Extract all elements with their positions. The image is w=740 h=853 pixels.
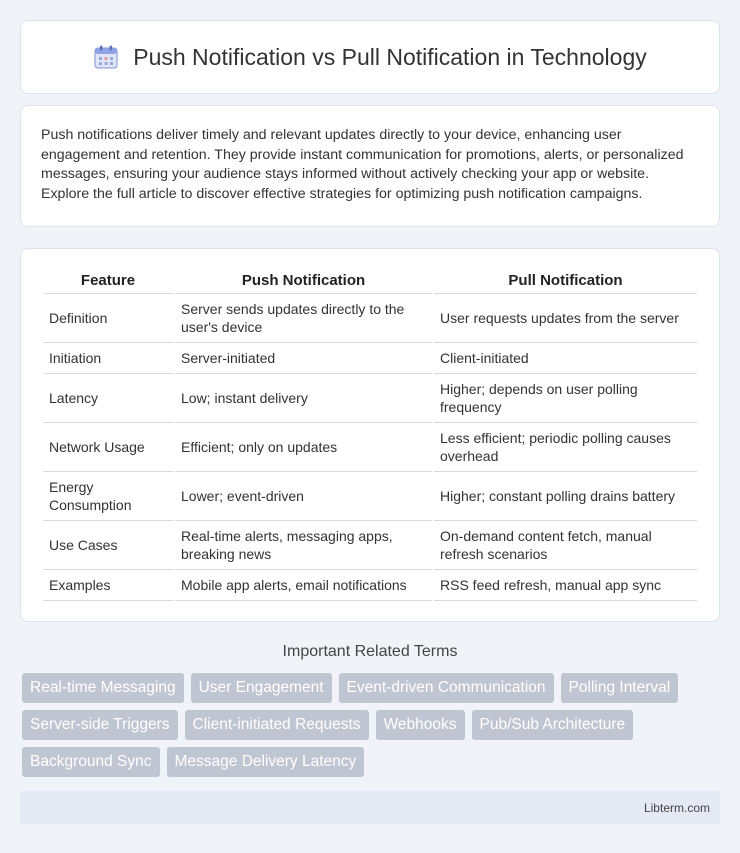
column-header: Push Notification	[175, 269, 432, 294]
intro-card	[20, 105, 720, 227]
table-cell: Definition	[43, 294, 173, 343]
page-title: Push Notification vs Pull Notification in Technology	[133, 43, 647, 70]
table-cell: Less efficient; periodic polling causes overhead	[434, 423, 697, 472]
table-cell: Examples	[43, 570, 173, 601]
related-terms-list	[22, 673, 718, 777]
footer-site-link[interactable]: Libterm.com	[643, 800, 710, 815]
related-term-tag[interactable]: Client-initiated Requests	[185, 710, 369, 740]
table-cell: On-demand content fetch, manual refresh scenarios	[434, 521, 697, 570]
table-row	[43, 294, 697, 343]
table-cell: Client-initiated	[434, 343, 697, 374]
related-term-tag[interactable]: Polling Interval	[561, 673, 679, 703]
table-cell: Low; instant delivery	[175, 374, 432, 423]
table-row	[43, 521, 697, 570]
related-term-tag[interactable]: Server-side Triggers	[22, 710, 178, 740]
table-cell: RSS feed refresh, manual app sync	[434, 570, 697, 601]
table-cell: Latency	[43, 374, 173, 423]
related-term-tag[interactable]: Background Sync	[22, 747, 160, 777]
table-cell: Higher; constant polling drains battery	[434, 472, 697, 521]
table-cell: Energy Consumption	[43, 472, 173, 521]
related-term-tag[interactable]: Message Delivery Latency	[167, 747, 365, 777]
table-cell: Use Cases	[43, 521, 173, 570]
column-header: Pull Notification	[434, 269, 697, 294]
calendar-icon	[93, 44, 119, 70]
comparison-table-card	[20, 248, 720, 622]
table-row	[43, 570, 697, 601]
header-card	[20, 20, 720, 94]
comparison-table	[41, 269, 699, 601]
table-row	[43, 423, 697, 472]
table-header-row	[43, 269, 697, 294]
table-row	[43, 343, 697, 374]
related-term-tag[interactable]: Webhooks	[376, 710, 465, 740]
table-cell: Server-initiated	[175, 343, 432, 374]
table-row	[43, 374, 697, 423]
table-cell: Efficient; only on updates	[175, 423, 432, 472]
footer	[20, 791, 720, 824]
column-header: Feature	[43, 269, 173, 294]
related-term-tag[interactable]: Pub/Sub Architecture	[472, 710, 634, 740]
table-cell: Server sends updates directly to the user's device	[175, 294, 432, 343]
table-cell: Lower; event-driven	[175, 472, 432, 521]
table-cell: Real-time alerts, messaging apps, breaking news	[175, 521, 432, 570]
table-cell: Higher; depends on user polling frequency	[434, 374, 697, 423]
intro-text: Push notifications deliver timely and relevant updates directly to your device, enhancing user engagement and retention. They provide instant communication for promotions, alerts, or personalized messages, ensuring your audience stays informed without actively checking your app or website. Explore the full article to discover effective strategies for optimizing push notification campaigns.	[41, 127, 684, 202]
related-terms-title: Important Related Terms	[282, 643, 458, 660]
related-term-tag[interactable]: Real-time Messaging	[22, 673, 184, 703]
table-cell: Initiation	[43, 343, 173, 374]
table-cell: Network Usage	[43, 423, 173, 472]
table-cell: User requests updates from the server	[434, 294, 697, 343]
related-term-tag[interactable]: User Engagement	[191, 673, 332, 703]
table-row	[43, 472, 697, 521]
table-cell: Mobile app alerts, email notifications	[175, 570, 432, 601]
related-term-tag[interactable]: Event-driven Communication	[339, 673, 554, 703]
